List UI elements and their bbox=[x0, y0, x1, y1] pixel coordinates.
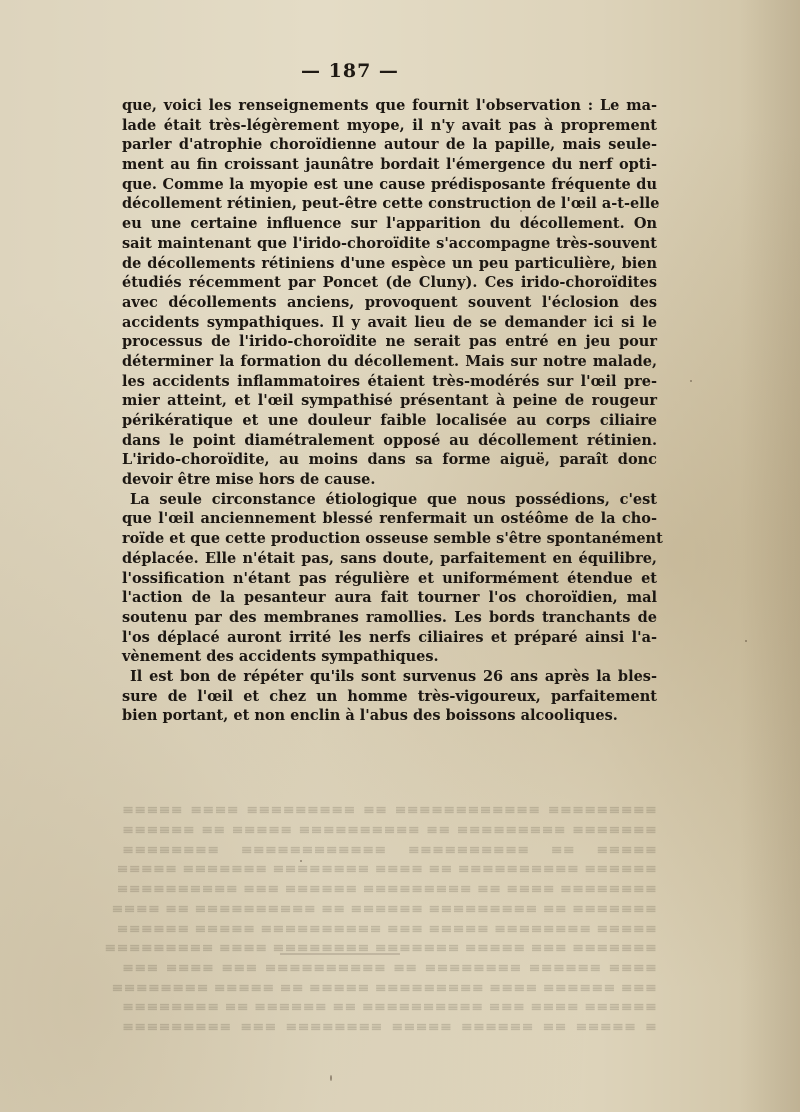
text-line: périkératique et une douleur faible localisée au corps ciliaire bbox=[122, 412, 657, 429]
show-through-line: ≡≡≡≡≡≡ ≡≡≡≡≡≡≡≡≡≡ ≡≡ ≡≡≡≡ ≡≡≡≡≡≡≡≡ ≡≡≡≡≡≡≡ ≡≡≡≡≡ bbox=[116, 860, 657, 878]
show-through-line: ≡≡≡≡≡ ≡≡ ≡≡≡≡≡≡≡≡≡≡ ≡≡≡≡≡≡≡≡≡≡≡≡ ≡≡≡≡≡≡≡≡ bbox=[122, 841, 657, 859]
show-through-text bbox=[104, 800, 657, 1036]
show-through-line: ≡≡≡≡≡ ≡≡≡≡≡≡≡≡ ≡≡≡≡≡ ≡≡≡ ≡≡≡≡≡≡≡≡≡≡ ≡≡≡≡≡ ≡≡≡≡≡≡ bbox=[116, 919, 657, 937]
paper-speck bbox=[690, 380, 692, 382]
text-line: parler d'atrophie choroïdienne autour de la papille, mais seule- bbox=[122, 136, 657, 154]
paper-speck bbox=[300, 860, 302, 862]
text-line: étudiés récemment par Poncet (de Cluny). Ces irido-choroïdites bbox=[122, 274, 657, 292]
text-line: ment au fin croissant jaunâtre bordait l'émergence du nerf opti- bbox=[122, 156, 657, 174]
text-line: roïde et que cette production osseuse semble s'être spontanément bbox=[122, 530, 663, 548]
text-line: l'os déplacé auront irrité les nerfs ciliaires et préparé ainsi l'a- bbox=[122, 628, 657, 646]
show-through-line: ≡≡≡≡≡≡≡≡≡ ≡≡≡≡≡≡≡≡≡≡≡≡ ≡≡ ≡≡≡≡≡≡≡≡≡ ≡≡≡≡ ≡≡≡≡≡ bbox=[122, 801, 657, 819]
text-line: l'action de la pesanteur aura fait tourner l'os choroïdien, mal bbox=[122, 589, 657, 607]
page-number: — 187 — bbox=[301, 60, 399, 82]
text-line: sure de l'œil et chez un homme très-vigoureux, parfaitement bbox=[122, 687, 657, 705]
show-through-line: ≡≡≡≡≡≡≡≡ ≡≡≡≡ ≡≡ ≡≡≡≡≡≡≡≡≡ ≡≡≡≡≡≡ ≡≡≡ ≡≡≡≡≡≡≡≡≡≡ bbox=[116, 880, 657, 898]
body-text bbox=[122, 96, 663, 726]
text-line: vènement des accidents sympathiques. bbox=[122, 648, 439, 666]
show-through-line: ≡≡≡≡≡≡≡ ≡≡≡ ≡≡≡≡≡ ≡≡≡≡≡≡≡ ≡≡≡≡≡≡≡≡ ≡≡≡≡ ≡≡≡≡≡≡≡≡≡ bbox=[104, 939, 657, 957]
text-line: que l'œil anciennement blessé renfermait un ostéôme de la cho- bbox=[122, 510, 657, 528]
text-line: dans le point diamétralement opposé au décollement rétinien. bbox=[122, 431, 657, 449]
text-line: La seule circonstance étiologique que nous possédions, c'est bbox=[130, 490, 657, 508]
text-line: sait maintenant que l'irido-choroïdite s'accompagne très-souvent bbox=[122, 234, 657, 252]
page-edge-shadow bbox=[740, 0, 800, 1112]
text-line: soutenu par des membranes ramollies. Les bords tranchants de bbox=[122, 608, 657, 626]
show-through-line: ≡≡≡ ≡≡≡≡≡≡ ≡≡≡≡ ≡≡≡≡≡≡≡≡≡ ≡≡≡≡≡ ≡≡ ≡≡≡≡≡ ≡≡≡≡≡≡≡≡ bbox=[111, 978, 657, 996]
text-line: déplacée. Elle n'était pas, sans doute, parfaitement en équilibre, bbox=[122, 549, 657, 567]
show-through-line: ≡≡≡≡≡≡ ≡≡≡≡ ≡≡≡ ≡≡≡≡≡≡≡≡≡≡ ≡≡ ≡≡≡≡≡≡ ≡≡ ≡≡≡≡≡≡≡≡ bbox=[122, 998, 657, 1016]
text-line: l'ossification n'étant pas régulière et uniformément étendue et bbox=[122, 569, 657, 587]
paper-speck bbox=[745, 640, 747, 642]
text-line: de décollements rétiniens d'une espèce un peu particulière, bien bbox=[122, 254, 657, 272]
text-line: Il est bon de répéter qu'ils sont survenus 26 ans après la bles- bbox=[130, 667, 657, 685]
text-line: décollement rétinien, peut-être cette construction de l'œil a-t-elle bbox=[122, 195, 660, 213]
text-line: lade était très-légèrement myope, il n'y avait pas à proprement bbox=[122, 116, 657, 134]
text-line: accidents sympathiques. Il y avait lieu de se demander ici si le bbox=[122, 313, 657, 331]
text-line: que. Comme la myopie est une cause prédisposante fréquente du bbox=[122, 175, 657, 193]
text-line: processus de l'irido-choroïdite ne serait pas entré en jeu pour bbox=[122, 333, 657, 351]
text-line: que, voici les renseignements que fournit l'observation : Le ma- bbox=[122, 97, 657, 114]
text-line: L'irido-choroïdite, au moins dans sa forme aiguë, paraît donc bbox=[122, 451, 657, 469]
show-through-line: ≡≡≡≡≡≡≡ ≡≡≡≡≡≡≡≡≡ ≡≡ ≡≡≡≡≡≡≡≡≡≡ ≡≡≡≡≡ ≡≡ ≡≡≡≡≡≡ bbox=[122, 821, 657, 839]
show-through-line: ≡ ≡≡≡≡≡ ≡≡ ≡≡≡≡≡≡ ≡≡≡≡≡ ≡≡≡≡≡≡≡≡ ≡≡≡ ≡≡≡≡≡≡≡≡≡ bbox=[122, 1018, 657, 1036]
paper-speck bbox=[330, 1075, 332, 1081]
text-line: mier atteint, et l'œil sympathisé présentant à peine de rougeur bbox=[122, 392, 657, 410]
text-line: devoir être mise hors de cause. bbox=[122, 471, 376, 489]
text-line: les accidents inflammatoires étaient très-modérés sur l'œil pre- bbox=[122, 372, 657, 390]
show-through-line: ≡≡≡≡≡≡≡ ≡≡ ≡≡≡≡≡≡≡≡≡ ≡≡≡≡≡≡ ≡≡ ≡≡≡≡≡≡≡≡≡≡ ≡≡ ≡≡≡≡ bbox=[111, 900, 657, 918]
show-through-rule bbox=[280, 953, 400, 955]
paper-speck bbox=[520, 210, 522, 212]
text-line: déterminer la formation du décollement. Mais sur notre malade, bbox=[122, 352, 657, 370]
text-line: avec décollements anciens, provoquent souvent l'éclosion des bbox=[122, 293, 657, 311]
text-line: eu une certaine influence sur l'apparition du décollement. On bbox=[122, 215, 657, 233]
text-line: bien portant, et non enclin à l'abus des boissons alcooliques. bbox=[122, 707, 618, 725]
show-through-line: ≡≡≡≡ ≡≡≡≡≡≡ ≡≡≡≡≡≡≡≡ ≡≡ ≡≡≡≡≡≡≡≡≡≡ ≡≡≡ ≡≡≡≡ ≡≡≡ bbox=[122, 959, 657, 977]
